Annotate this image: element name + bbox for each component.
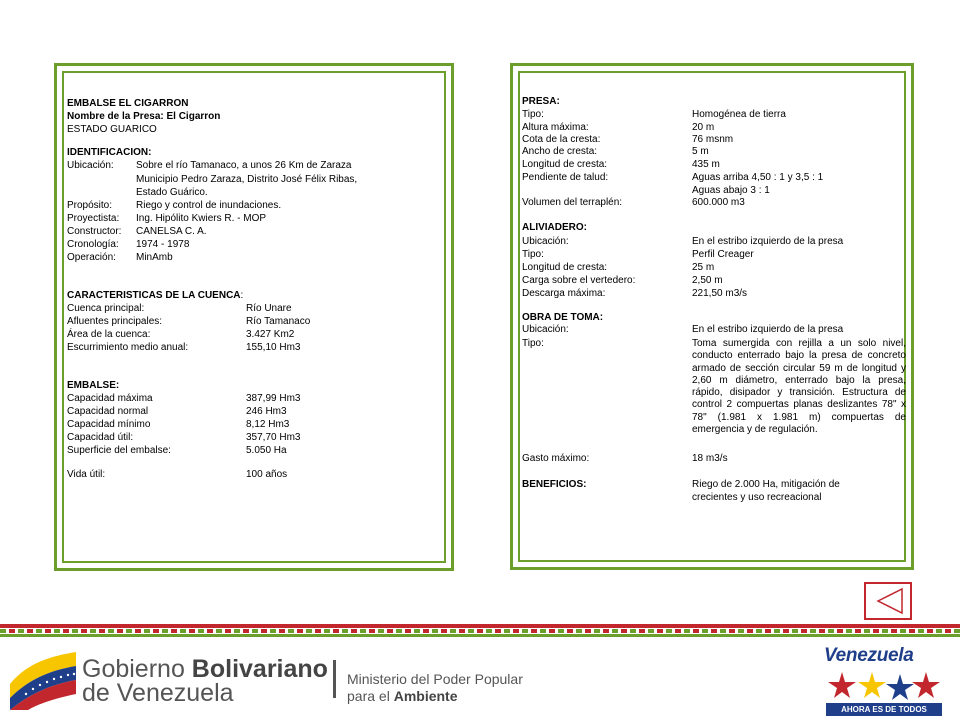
aliviadero-row-value: Perfil Creager bbox=[692, 249, 754, 260]
footer-pattern-stripe bbox=[0, 629, 960, 633]
ambiente-text: Ambiente bbox=[393, 688, 458, 704]
beneficios-heading: BENEFICIOS: bbox=[522, 479, 587, 490]
proyectista-label: Proyectista: bbox=[67, 213, 120, 224]
aliviadero-row-value: 2,50 m bbox=[692, 275, 723, 286]
constructor-label: Constructor: bbox=[67, 226, 122, 237]
presa-row-value: 76 msnm bbox=[692, 134, 734, 145]
embalse-row-label: Superficie del embalse: bbox=[67, 445, 171, 456]
aliviadero-row-label: Longitud de cresta: bbox=[522, 262, 608, 273]
presa-row-label: Cota de la cresta: bbox=[522, 134, 601, 145]
aliviadero-row-value: En el estribo izquierdo de la presa bbox=[692, 236, 844, 247]
ministerio-line-2 bbox=[347, 688, 458, 704]
proposito-label: Propósito: bbox=[67, 200, 113, 211]
operacion-label: Operación: bbox=[67, 252, 116, 263]
aliviadero-row-label: Descarga máxima: bbox=[522, 288, 606, 299]
obra-tipo-label: Tipo: bbox=[522, 338, 544, 349]
embalse-heading: EMBALSE: bbox=[67, 380, 120, 391]
gasto-maximo-label: Gasto máximo: bbox=[522, 453, 590, 464]
cuenca-heading bbox=[67, 290, 243, 302]
ubicacion-value-line: Estado Guárico. bbox=[136, 187, 208, 198]
identificacion-heading: IDENTIFICACION: bbox=[67, 147, 152, 158]
dam-name: Nombre de la Presa: El Cigarron bbox=[67, 111, 221, 122]
presa-row-value: Aguas arriba 4,50 : 1 y 3,5 : 1 bbox=[692, 172, 824, 183]
presa-row-label: Longitud de cresta: bbox=[522, 159, 608, 170]
gobierno-line-2: de Venezuela bbox=[82, 679, 234, 707]
venezuela-stars-logo-icon bbox=[826, 668, 942, 702]
back-navigation-button[interactable] bbox=[864, 582, 912, 620]
aliviadero-row-label: Carga sobre el vertedero: bbox=[522, 275, 636, 286]
obra-toma-heading: OBRA DE TOMA: bbox=[522, 312, 604, 323]
presa-row-value: Aguas abajo 3 : 1 bbox=[692, 185, 770, 196]
triangle-left-icon bbox=[866, 584, 910, 618]
proyectista-value: Ing. Hipólito Kwiers R. - MOP bbox=[136, 213, 267, 224]
footer-green-stripe bbox=[0, 634, 960, 637]
ubicacion-value-line: Sobre el río Tamanaco, a unos 26 Km de Zaraza bbox=[136, 160, 352, 171]
ministerio-line-1: Ministerio del Poder Popular bbox=[347, 671, 523, 687]
gasto-maximo-value: 18 m3/s bbox=[692, 453, 728, 464]
constructor-value: CANELSA C. A. bbox=[136, 226, 207, 237]
cuenca-heading-text: CARACTERISTICAS DE LA CUENCA bbox=[67, 290, 241, 301]
presa-row-value: 5 m bbox=[692, 146, 709, 157]
beneficios-line: crecientes y uso recreacional bbox=[692, 492, 822, 503]
proposito-value: Riego y control de inundaciones. bbox=[136, 200, 282, 211]
cuenca-row-label: Cuenca principal: bbox=[67, 303, 145, 314]
cuenca-row-label: Escurrimiento medio anual: bbox=[67, 342, 189, 353]
presa-row-value: 20 m bbox=[692, 122, 715, 133]
cuenca-row-label: Afluentes principales: bbox=[67, 316, 163, 327]
aliviadero-row-value: 221,50 m3/s bbox=[692, 288, 748, 299]
embalse-row-label: Vida útil: bbox=[67, 469, 106, 480]
cuenca-row-value: 3.427 Km2 bbox=[246, 329, 295, 340]
presa-row-value: 600.000 m3 bbox=[692, 197, 745, 208]
embalse-row-label: Capacidad mínimo bbox=[67, 419, 151, 430]
state-name: ESTADO GUARICO bbox=[67, 124, 157, 135]
cronologia-label: Cronología: bbox=[67, 239, 119, 250]
presa-row-label: Ancho de cresta: bbox=[522, 146, 598, 157]
embalse-row-value: 100 años bbox=[246, 469, 288, 480]
ubicacion-label: Ubicación: bbox=[67, 160, 114, 171]
venezuela-slogan: AHORA ES DE TODOS bbox=[826, 703, 942, 716]
para-el-text: para el bbox=[347, 688, 394, 704]
presa-row-label: Volumen del terraplén: bbox=[522, 197, 623, 208]
embalse-row-label: Capacidad máxima bbox=[67, 393, 153, 404]
bolivariano-text: Bolivariano bbox=[191, 655, 328, 683]
cuenca-row-label: Área de la cuenca: bbox=[67, 329, 151, 340]
cuenca-row-value: 155,10 Hm3 bbox=[246, 342, 301, 353]
presa-row-label: Tipo: bbox=[522, 109, 544, 120]
obra-ubicacion-label: Ubicación: bbox=[522, 324, 569, 335]
venezuela-flag-logo-icon bbox=[8, 648, 78, 710]
gobierno-text: Gobierno bbox=[82, 655, 192, 683]
ubicacion-value-line: Municipio Pedro Zaraza, Distrito José Félix Ribas, bbox=[136, 174, 358, 185]
embalse-row-value: 8,12 Hm3 bbox=[246, 419, 290, 430]
cuenca-row-value: Río Tamanaco bbox=[246, 316, 311, 327]
presa-row-value: 435 m bbox=[692, 159, 720, 170]
embalse-row-value: 5.050 Ha bbox=[246, 445, 287, 456]
presa-row-label: Altura máxima: bbox=[522, 122, 589, 133]
aliviadero-heading: ALIVIADERO: bbox=[522, 222, 587, 233]
footer-red-stripe bbox=[0, 624, 960, 628]
venezuela-logo-word: Venezuela bbox=[824, 645, 914, 666]
cuenca-heading-suffix: : bbox=[240, 290, 244, 301]
reservoir-title: EMBALSE EL CIGARRON bbox=[67, 98, 189, 109]
footer-divider bbox=[333, 660, 336, 698]
embalse-row-value: 387,99 Hm3 bbox=[246, 393, 301, 404]
embalse-row-label: Capacidad útil: bbox=[67, 432, 134, 443]
presa-heading: PRESA: bbox=[522, 96, 560, 107]
operacion-value: MinAmb bbox=[136, 252, 173, 263]
embalse-row-label: Capacidad normal bbox=[67, 406, 149, 417]
aliviadero-row-label: Tipo: bbox=[522, 249, 544, 260]
cronologia-value: 1974 - 1978 bbox=[136, 239, 190, 250]
obra-ubicacion-value: En el estribo izquierdo de la presa bbox=[692, 324, 844, 335]
aliviadero-row-label: Ubicación: bbox=[522, 236, 569, 247]
presa-row-value: Homogénea de tierra bbox=[692, 109, 786, 120]
aliviadero-row-value: 25 m bbox=[692, 262, 715, 273]
beneficios-line: Riego de 2.000 Ha, mitigación de bbox=[692, 479, 840, 490]
cuenca-row-value: Río Unare bbox=[246, 303, 292, 314]
presa-row-label: Pendiente de talud: bbox=[522, 172, 609, 183]
obra-tipo-description: Toma sumergida con rejilla a un solo nivel, conducto enterrado bajo la presa de concreto armado de sección circular 59 m de longitud y 2,60 m diámetro, enterrado bajo la presa, rápido, disipador y transición. Estructura de control 2 compuertas planas deslizantes 78" x 78" (1.981 x 1.981 m) compuertas de emergencia y de regulación. bbox=[692, 338, 906, 436]
embalse-row-value: 246 Hm3 bbox=[246, 406, 287, 417]
embalse-row-value: 357,70 Hm3 bbox=[246, 432, 301, 443]
